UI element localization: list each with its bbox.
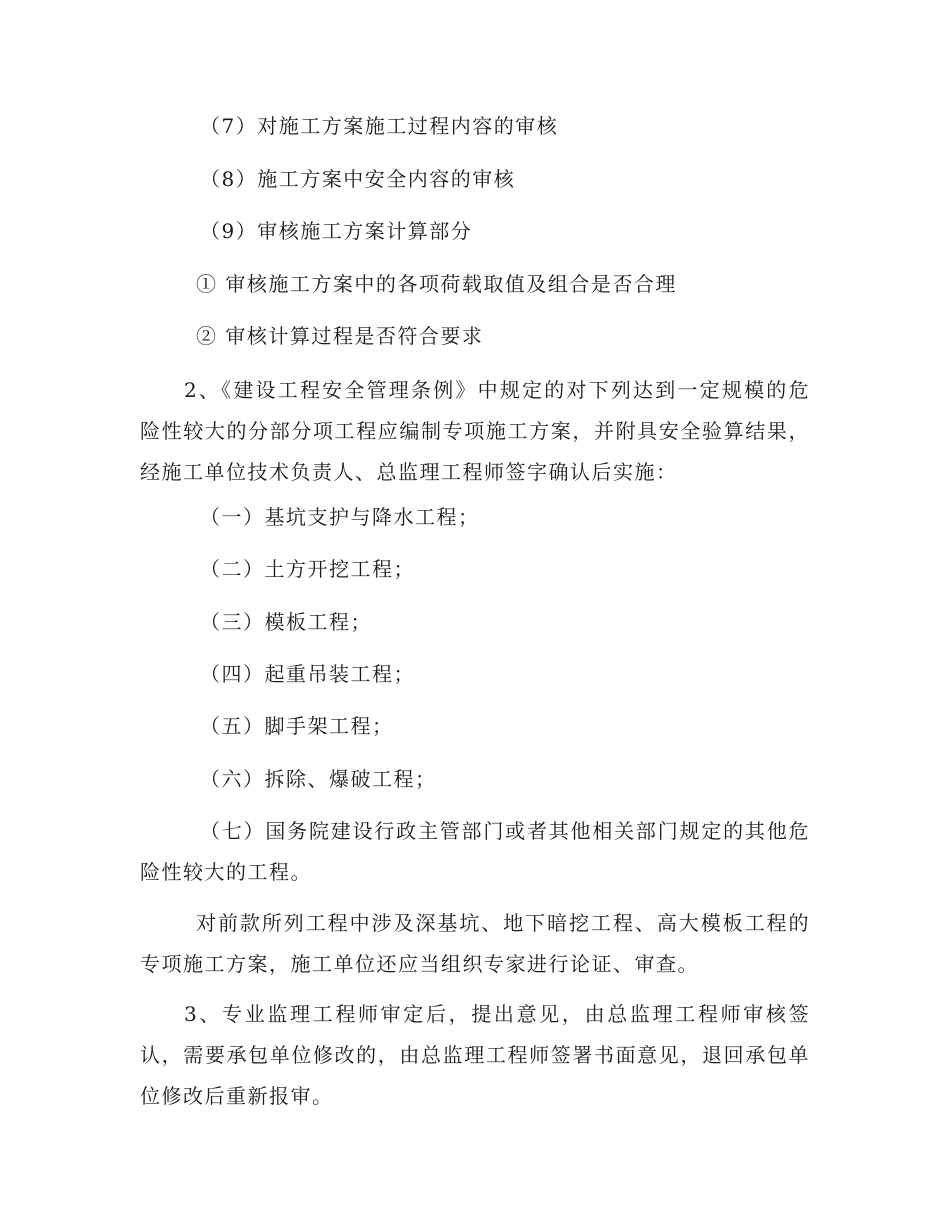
- review-item-9: （9）审核施工方案计算部分: [200, 219, 473, 243]
- project-item-7: （七）国务院建设行政主管部门或者其他相关部门规定的其他危险性较大的工程。: [140, 819, 810, 884]
- project-item-2: （二）土方开挖工程；: [200, 557, 415, 581]
- project-item-4: （四）起重吊装工程；: [200, 662, 415, 686]
- section-2-note: 对前款所列工程中涉及深基坑、地下暗挖工程、高大模板工程的专项施工方案，施工单位还应当组织专家进行论证、审查。: [140, 911, 810, 976]
- section-2-intro: 2、《建设工程安全管理条例》中规定的对下列达到一定规模的危险性较大的分部分项工程应编制专项施工方案，并附具安全验算结果，经施工单位技术负责人、总监理工程师签字确认后实施：: [140, 378, 810, 484]
- project-item-6: （六）拆除、爆破工程；: [200, 767, 437, 791]
- review-item-7: （7）对施工方案施工过程内容的审核: [200, 114, 559, 138]
- project-item-1: （一）基坑支护与降水工程；: [200, 505, 480, 529]
- review-subitem-1: ① 审核施工方案中的各项荷载取值及组合是否合理: [196, 272, 677, 296]
- review-item-8: （8）施工方案中安全内容的审核: [200, 167, 516, 191]
- project-item-5: （五）脚手架工程；: [200, 714, 394, 738]
- project-item-3: （三）模板工程；: [200, 610, 372, 634]
- section-3-text: 3、专业监理工程师审定后，提出意见，由总监理工程师审核签认，需要承包单位修改的，由总监理工程师签署书面意见，退回承包单位修改后重新报审。: [140, 1002, 810, 1108]
- review-subitem-2: ② 审核计算过程是否符合要求: [196, 324, 484, 348]
